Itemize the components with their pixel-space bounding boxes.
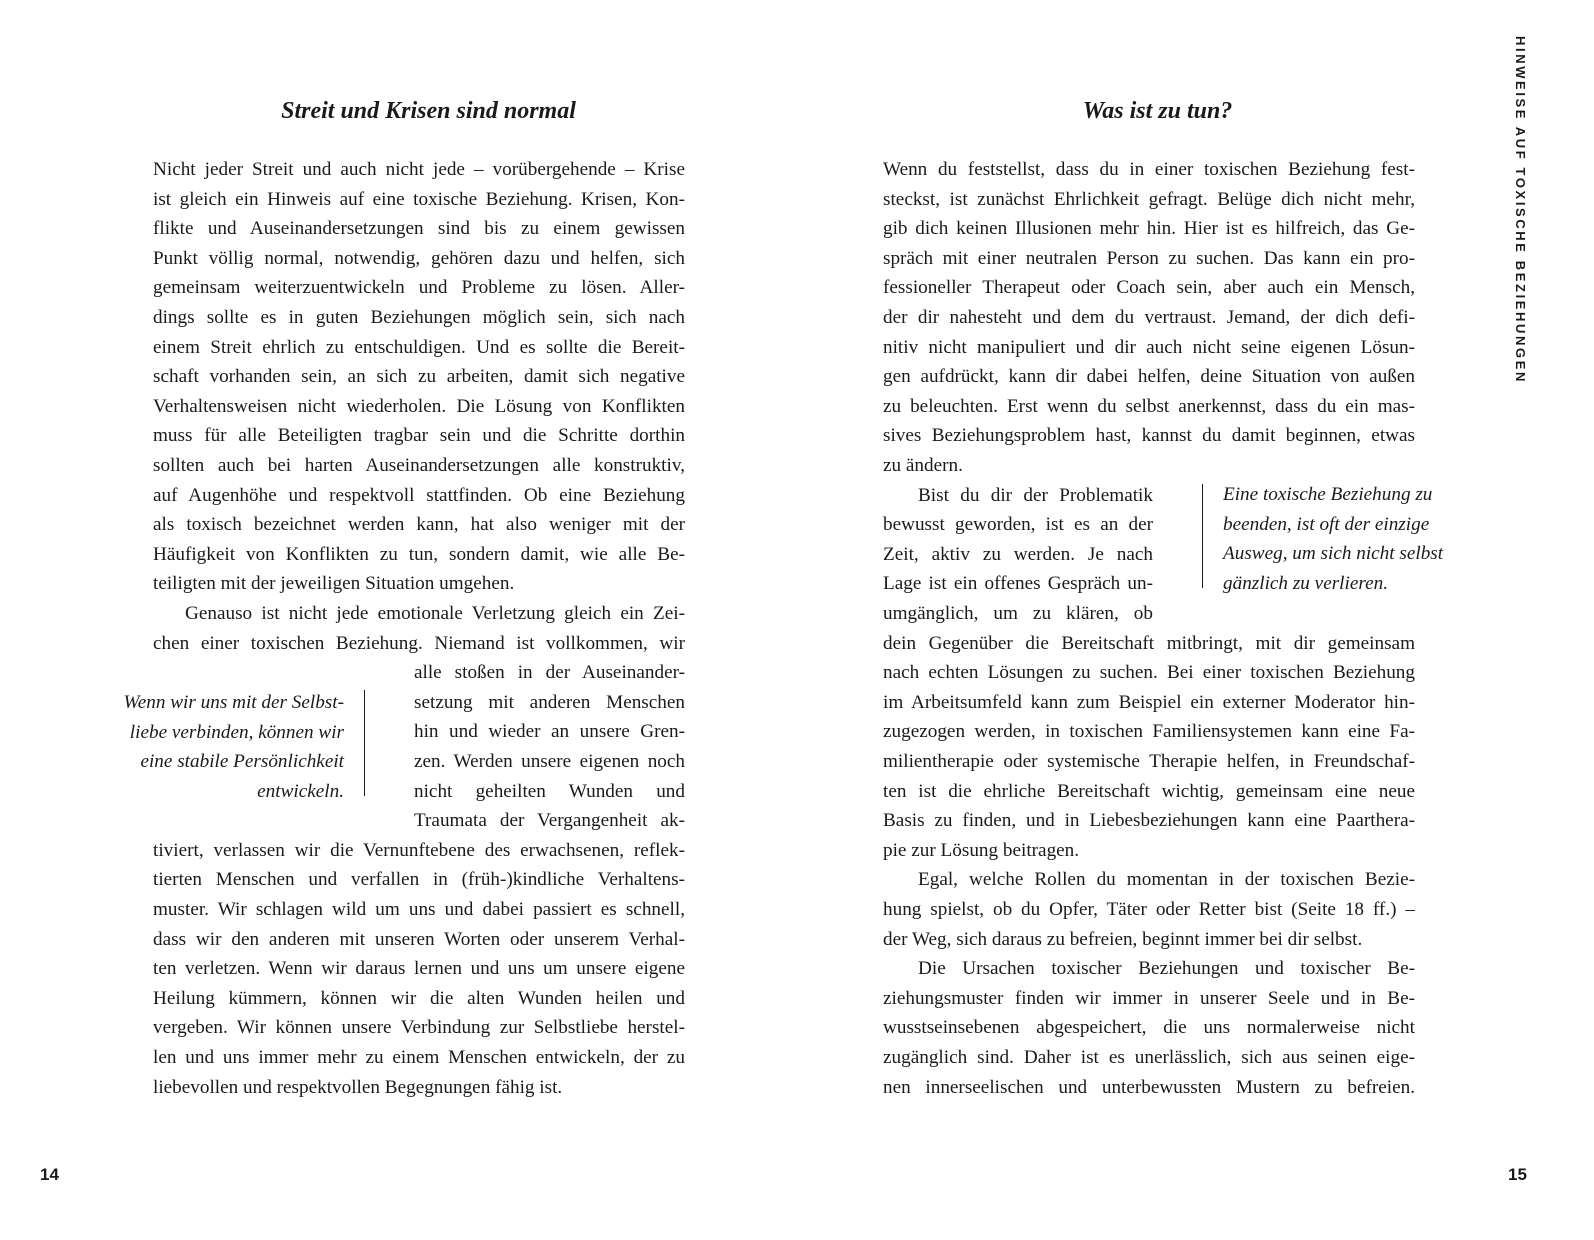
quote-line: eine stabile Persönlichkeit — [140, 751, 344, 773]
text-line: ten verletzen. Wenn wir daraus lernen und uns um unsere eigene — [153, 958, 685, 980]
text-line: hung spielst, ob du Opfer, Täter oder Retter bist (Seite 18 ff.) – — [883, 899, 1415, 920]
quote-line: entwickeln. — [257, 780, 344, 802]
text-line: teiligten mit der jeweiligen Situation umgehen. — [153, 573, 515, 595]
text-line: milientherapie oder systemische Therapie helfen, in Freundschaf- — [883, 751, 1415, 772]
text-line: Wenn du feststellst, dass du in einer toxischen Beziehung fest- — [883, 159, 1415, 180]
left-page-number: 14 — [40, 1165, 59, 1184]
quote-line: Ausweg, um sich nicht selbst — [1223, 543, 1444, 565]
text-line: zen. Werden unsere eigenen noch — [414, 751, 685, 772]
right-page-number: 15 — [1508, 1165, 1527, 1184]
text-line: zugänglich sind. Daher ist es unerlässlich, sich aus seinen eige- — [883, 1047, 1415, 1068]
text-line: muster. Wir schlagen wild um uns und dabei passiert es schnell, — [153, 899, 685, 920]
text-line: Punkt völlig normal, notwendig, gehören dazu und helfen, sich — [153, 247, 685, 269]
text-line: chen einer toxischen Beziehung. Niemand ist vollkommen, wir — [153, 632, 685, 654]
text-line: auf Augenhöhe und respektvoll stattfinden. Ob eine Beziehung — [153, 484, 685, 506]
text-line: sives Beziehungsproblem hast, kannst du damit beginnen, etwas — [883, 425, 1415, 447]
text-line: alle stoßen in der Auseinander- — [414, 662, 685, 684]
text-line: zugezogen werden, in toxischen Familiensystemen kann eine Fa- — [883, 721, 1415, 743]
text-line: nen innerseelischen und unterbewussten Mustern zu befreien. — [883, 1076, 1415, 1098]
text-line: bewusst geworden, ist es an der — [883, 514, 1153, 536]
text-line: nitiv nicht manipuliert und dir auch nicht seine eigenen Lösun- — [883, 336, 1415, 358]
running-head: HINWEISE AUF TOXISCHE BEZIEHUNGEN — [1513, 36, 1528, 384]
left-heading: Streit und Krisen sind normal — [281, 98, 576, 124]
text-line: nicht geheilten Wunden und — [414, 780, 685, 802]
text-line: setzung mit anderen Menschen — [414, 691, 685, 713]
text-line: liebevollen und respektvollen Begegnungen fähig ist. — [153, 1076, 563, 1098]
text-line: steckst, ist zunächst Ehrlichkeit gefragt. Belüge dich nicht mehr, — [883, 188, 1415, 210]
text-line: Häufigkeit von Konflikten zu tun, sondern damit, wie alle Be- — [153, 543, 685, 565]
right-heading: Was ist zu tun? — [1082, 98, 1233, 124]
text-line: Bist du dir der Problematik — [918, 484, 1153, 506]
text-line: spräch mit einer neutralen Person zu suchen. Das kann ein pro- — [883, 247, 1415, 269]
text-line: flikte und Auseinandersetzungen sind bis zu einem gewissen — [153, 218, 685, 240]
right-quote-rule — [1202, 484, 1203, 588]
right-page — [797, 0, 1594, 1240]
text-line: als toxisch bezeichnet werden kann, hat also weniger mit der — [153, 514, 685, 536]
text-line: fessioneller Therapeut oder Coach sein, aber auch ein Mensch, — [883, 277, 1415, 299]
text-line: gemeinsam weiterzuentwickeln und Probleme zu lösen. Aller- — [153, 277, 685, 299]
text-line: Lage ist ein offenes Gespräch un- — [883, 573, 1153, 595]
text-line: schaft vorhanden sein, an sich zu arbeiten, damit sich negative — [153, 366, 685, 388]
text-line: gen aufdrückt, kann dir dabei helfen, deine Situation von außen — [883, 366, 1415, 388]
text-line: Heilung kümmern, können wir die alten Wunden heilen und — [153, 987, 685, 1009]
quote-line: Wenn wir uns mit der Selbst- — [123, 692, 344, 713]
text-line: len und uns immer mehr zu einem Menschen entwickeln, der zu — [153, 1047, 685, 1068]
text-line: dass wir den anderen mit unseren Worten oder unserem Verhal- — [153, 928, 685, 950]
text-line: dein Gegenüber die Bereitschaft mitbringt, mit dir gemeinsam — [883, 632, 1415, 654]
text-line: ist gleich ein Hinweis auf eine toxische Beziehung. Krisen, Kon- — [153, 188, 685, 210]
text-line: zu ändern. — [883, 455, 963, 476]
text-line: Verhaltensweisen nicht wiederholen. Die Lösung von Konflikten — [153, 395, 685, 417]
left-quote-rule — [364, 690, 365, 796]
text-line: wusstseinsebenen abgespeichert, die uns normalerweise nicht — [883, 1017, 1415, 1039]
text-line: vergeben. Wir können unsere Verbindung zur Selbstliebe herstel- — [153, 1017, 685, 1039]
text-line: pie zur Lösung beitragen. — [883, 839, 1080, 861]
text-line: Traumata der Vergangenheit ak- — [414, 810, 685, 832]
text-line: Egal, welche Rollen du momentan in der toxischen Bezie- — [918, 869, 1415, 891]
quote-line: liebe verbinden, können wir — [129, 721, 344, 743]
text-line: im Arbeitsumfeld kann zum Beispiel ein externer Moderator hin- — [883, 691, 1415, 713]
text-line: umgänglich, um zu klären, ob — [883, 603, 1153, 624]
text-line: muss für alle Beteiligten tragbar sein und die Schritte dorthin — [153, 425, 685, 447]
quote-line: gänzlich zu verlieren. — [1223, 572, 1389, 594]
text-line: Die Ursachen toxischer Beziehungen und toxischer Be- — [918, 958, 1415, 980]
text-line: der Weg, sich daraus zu befreien, beginnt immer bei dir selbst. — [883, 928, 1363, 950]
text-line: sollten auch bei harten Auseinandersetzungen alle konstruktiv, — [153, 455, 685, 476]
text-line: dings sollte es in guten Beziehungen möglich sein, sich nach — [153, 307, 685, 328]
quote-line: Eine toxische Beziehung zu — [1223, 484, 1433, 505]
text-line: tiviert, verlassen wir die Vernunftebene des erwachsenen, reflek- — [153, 839, 685, 861]
text-line: zu beleuchten. Erst wenn du selbst anerkennst, dass du ein mas- — [883, 395, 1415, 417]
text-line: hin und wieder an unsere Gren- — [414, 721, 685, 743]
text-line: Genauso ist nicht jede emotionale Verletzung gleich ein Zei- — [185, 603, 685, 624]
text-line: gib dich keinen Illusionen mehr hin. Hier ist es hilfreich, das Ge- — [883, 218, 1415, 240]
text-line: ziehungsmuster finden wir immer in unserer Seele und in Be- — [883, 987, 1415, 1009]
text-line: tierten Menschen und verfallen in (früh-)kindliche Verhaltens- — [153, 869, 685, 891]
text-line: der dir nahesteht und dem du vertraust. Jemand, der dich defi- — [883, 307, 1415, 328]
text-line: Basis zu finden, und in Liebesbeziehungen kann eine Paarthera- — [883, 810, 1415, 832]
text-line: nach echten Lösungen zu suchen. Bei einer toxischen Beziehung — [883, 662, 1415, 684]
text-line: Nicht jeder Streit und auch nicht jede – vorübergehende – Krise — [153, 159, 685, 180]
quote-line: beenden, ist oft der einzige — [1223, 513, 1430, 535]
text-line: Zeit, aktiv zu werden. Je nach — [883, 543, 1153, 565]
text-line: einem Streit ehrlich zu entschuldigen. Und es sollte die Bereit- — [153, 336, 685, 358]
text-line: ten ist die ehrliche Bereitschaft wichtig, gemeinsam eine neue — [883, 780, 1415, 802]
